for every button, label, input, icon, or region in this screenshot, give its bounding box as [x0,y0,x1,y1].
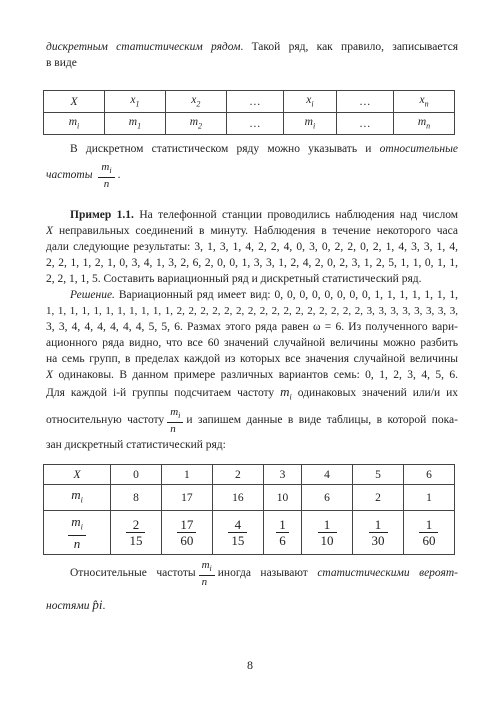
solution-line-3: 3, 3, 4, 4, 4, 4, 4, 4, 5, 5, 6. Размах этого ряда равен ω = 6. Из полученного вари- [46,321,458,333]
solution-line-4: ационного ряда видно, что все 60 значений случайной величины можно разбить [46,337,458,349]
table1-head-ellipsis: … [226,91,283,113]
frequency-table-rel-row [44,511,455,555]
page-number: 8 [247,658,253,672]
closing-fraction: $\frac{m_i}{n}$ [199,559,215,588]
table2-m-cell: 8 [111,485,162,511]
table2-rel-cell: $\frac{1}{10}$ [302,511,353,555]
table2-head-x: X [44,465,111,485]
solution-line-5: на семь групп, в пределах каждой из которых все значения случайной величины [46,353,458,365]
table2-rel-cell: $\frac{17}{60}$ [161,511,212,555]
table2-head-cell: 1 [161,465,212,485]
solution-fraction: $\frac{m_i}{n}$ [167,406,183,435]
table2-m-label: $m_i$ [44,485,111,511]
relfreq-line-1: В дискретном статистическом ряду можно указывать и относительные [70,143,458,155]
table1-head-xn: $x_n$ [394,91,455,113]
table2-rel-cell: $\frac{1}{30}$ [353,511,404,555]
table1-m1: $m_1$ [105,113,166,135]
table1-ellipsis: … [226,113,283,135]
table1-mi-2: $m_i$ [284,113,337,135]
discrete-series-table [43,90,455,135]
table2-m-cell: 10 [263,485,301,511]
frequency-table [43,464,455,555]
example-line-1: Пример 1.1. На телефонной станции проводились наблюдения над числом [70,209,458,221]
table2-head-cell: 3 [263,465,301,485]
solution-line-8: относительную частоту $\frac{m_i}{n}$ и запишем данные в виде таблицы, в которой пока- [46,405,458,435]
example-line-4: 2, 2, 1, 1, 2, 1, 0, 3, 4, 1, 3, 2, 6, 2, 0, 0, 1, 3, 3, 1, 2, 4, 2, 0, 2, 3, 1, 2, 5, 1, 1, 0, 1, 1, [46,257,458,269]
solution-line-2: 1, 1, 1, 1, 1, 1, 1, 1, 1, 1, 1, 2, 2, 2, 2, 2, 2, 2, 2, 2, 2, 2, 2, 2, 2, 2, 2, 3, 3, 3, 3, 3, 3, 3, 3, [46,305,458,317]
relfreq-fraction: $\frac{m_i}{n}$ [98,161,114,190]
table1-head-x1: $x_1$ [105,91,166,113]
table1-head-ellipsis-2: … [336,91,393,113]
table2-rel-label: $\frac{m_i}{n}$ [44,511,111,555]
table1-mn: $m_n$ [394,113,455,135]
table1-mi: $m_i$ [44,113,105,135]
table2-rel-cell: $\frac{4}{15}$ [212,511,263,555]
intro-line-1: дискретным статистическим рядом. Такой ряд, как правило, записывается [46,41,458,53]
table1-head-xi: $x_i$ [284,91,337,113]
example-line-2: X неправильных соединений в минуту. Наблюдения в течение некоторого часа [46,225,458,237]
table2-m-cell: 2 [353,485,404,511]
solution-line-6: X одинаковы. В данном примере различных вариантов семь: 0, 1, 2, 3, 4, 5, 6. [46,369,458,381]
table2-m-cell: 1 [403,485,454,511]
example-line-5: 2, 2, 1, 1, 5. Составить вариационный ряд и дискретный статистический ряд. [46,273,422,285]
solution-line-1: Решение. Вариационный ряд имеет вид: 0, 0, 0, 0, 0, 0, 0, 0, 1, 1, 1, 1, 1, 1, 1, [70,289,458,301]
table2-head-cell: 0 [111,465,162,485]
table2-head-cell: 2 [212,465,263,485]
intro-line-2: в виде [46,57,77,69]
table2-head-cell: 5 [353,465,404,485]
frequency-table-m-row [44,485,455,511]
table1-ellipsis-2: … [336,113,393,135]
closing-line-2: ностями p̂i. [46,597,106,612]
frequency-table-head-row [44,465,455,485]
table2-rel-cell: $\frac{1}{60}$ [403,511,454,555]
table2-head-cell: 4 [302,465,353,485]
example-line-3: дали следующие результаты: 3, 1, 3, 1, 4, 2, 2, 4, 0, 3, 0, 2, 2, 0, 2, 1, 4, 3, 3, 1, 4, [46,241,458,253]
table1-m2: $m_2$ [165,113,226,135]
table2-rel-cell: $\frac{1}{6}$ [263,511,301,555]
table1-head-x2: $x_2$ [165,91,226,113]
table2-m-cell: 17 [161,485,212,511]
table2-m-cell: 6 [302,485,353,511]
table2-m-cell: 16 [212,485,263,511]
solution-line-9: зан дискретный статистический ряд: [46,439,226,451]
closing-line-1: Относительные частоты $\frac{m_i}{n}$ иногда называют статистическими вероят- [70,558,458,588]
table2-head-cell: 6 [403,465,454,485]
solution-line-7: Для каждой i-й группы подсчитаем частоту $m_i$ одинаковых значений или/и их [46,384,458,402]
table2-rel-cell: $\frac{2}{15}$ [111,511,162,555]
table1-head-x: X [44,91,105,113]
relfreq-line-2: частоты $\frac{m_i}{n}$ . [46,160,121,190]
